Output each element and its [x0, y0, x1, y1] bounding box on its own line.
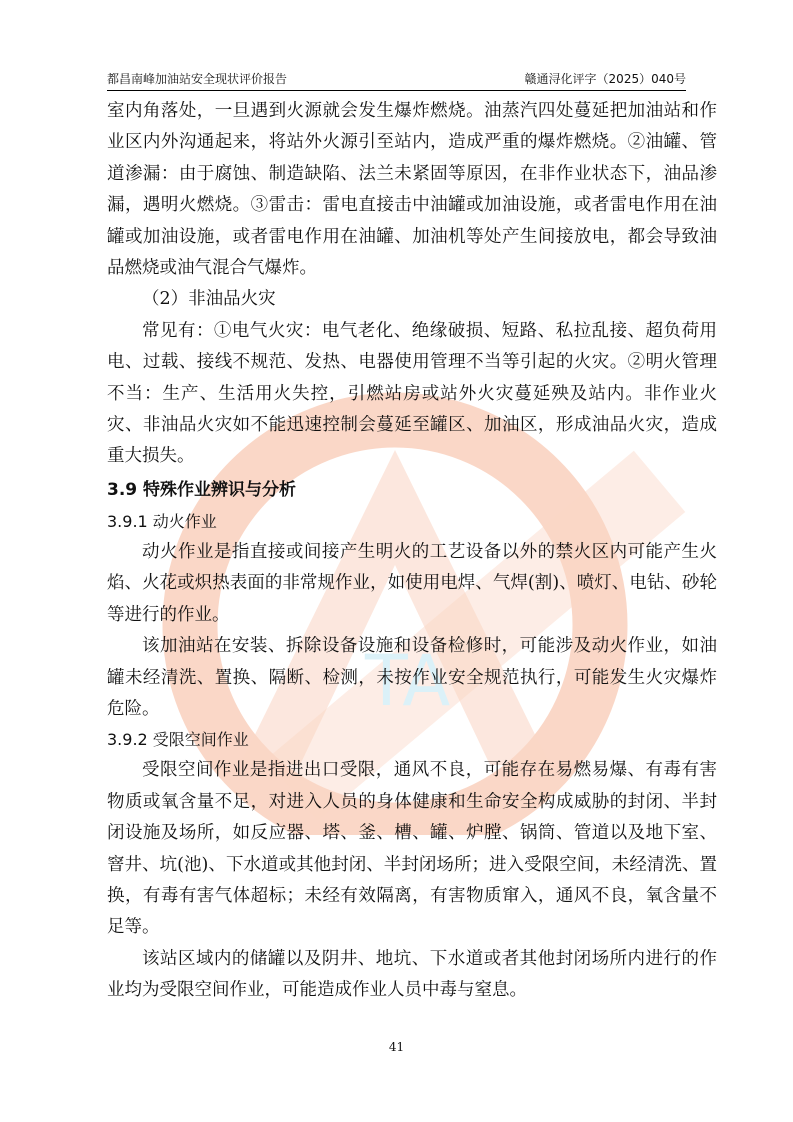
- subsection-heading-hot-work: 3.9.1 动火作业: [107, 511, 217, 531]
- page-number: 41: [388, 1040, 405, 1054]
- watermark-logo-letters: TA: [365, 640, 451, 722]
- paragraph-fire-causes-continued: 室内角落处，一旦遇到火源就会发生爆炸燃烧。油蒸汽四处蔓延把加油站和作业区内外沟通起来，将站外火源引至站内，造成严重的爆炸燃烧。②油罐、管道渗漏：由于腐蚀、制造缺陷、法兰未紧固等原因，在非作业状态下，油品渗漏，遇明火燃烧。③雷击：雷电直接击中油罐或加油设施，或者雷电作用在油罐或加油设施，或者雷电作用在油罐、加油机等处产生间接放电，都会导致油品燃烧或油气混合气爆炸。: [107, 101, 717, 279]
- subsection-heading-confined-space: 3.9.2 受限空间作业: [107, 730, 249, 750]
- section-heading-special-operations: 3.9 特殊作业辨识与分析: [107, 479, 297, 500]
- paragraph-confined-space-station: 该站区域内的储罐以及阴井、地坑、下水道或者其他封闭场所内进行的作业均为受限空间作业，可能造成作业人员中毒与窒息。: [107, 948, 717, 1001]
- subheading-non-oil-fire: （2）非油品火灾: [142, 289, 276, 310]
- header-report-title: 都昌南峰加油站安全现状评价报告: [107, 72, 288, 86]
- paragraph-hot-work-station: 该加油站在安装、拆除设备设施和设备检修时，可能涉及动火作业，如油罐未经清洗、置换、隔断、检测，未按作业安全规范执行，可能发生火灾爆炸危险。: [107, 636, 717, 719]
- page-header: [107, 70, 686, 91]
- header-report-number: 赣通浔化评字（2025）040号: [524, 72, 686, 86]
- paragraph-non-oil-fire: 常见有：①电气火灾：电气老化、绝缘破损、短路、私拉乱接、超负荷用电、过载、接线不规范、发热、电器使用管理不当等引起的火灾。②明火管理不当：生产、生活用火失控，引燃站房或站外火灾蔓延殃及站内。非作业火灾、非油品火灾如不能迅速控制会蔓延至罐区、加油区，形成油品火灾，造成重大损失。: [107, 320, 717, 467]
- paragraph-confined-space-definition: 受限空间作业是指进出口受限，通风不良，可能存在易燃易爆、有毒有害物质或氧含量不足，对进入人员的身体健康和生命安全构成威胁的封闭、半封闭设施及场所，如反应器、塔、釜、槽、罐、炉膛、锅筒、管道以及地下室、窨井、坑(池)、下水道或其他封闭、半封闭场所；进入受限空间，未经清洗、置换，有毒有害气体超标；未经有效隔离，有害物质窜入，通风不良，氧含量不足等。: [107, 760, 717, 938]
- document-body: [107, 96, 717, 1007]
- paragraph-hot-work-definition: 动火作业是指直接或间接产生明火的工艺设备以外的禁火区内可能产生火焰、火花或炽热表面的非常规作业，如使用电焊、气焊(割)、喷灯、电钻、砂轮等进行的作业。: [107, 541, 717, 625]
